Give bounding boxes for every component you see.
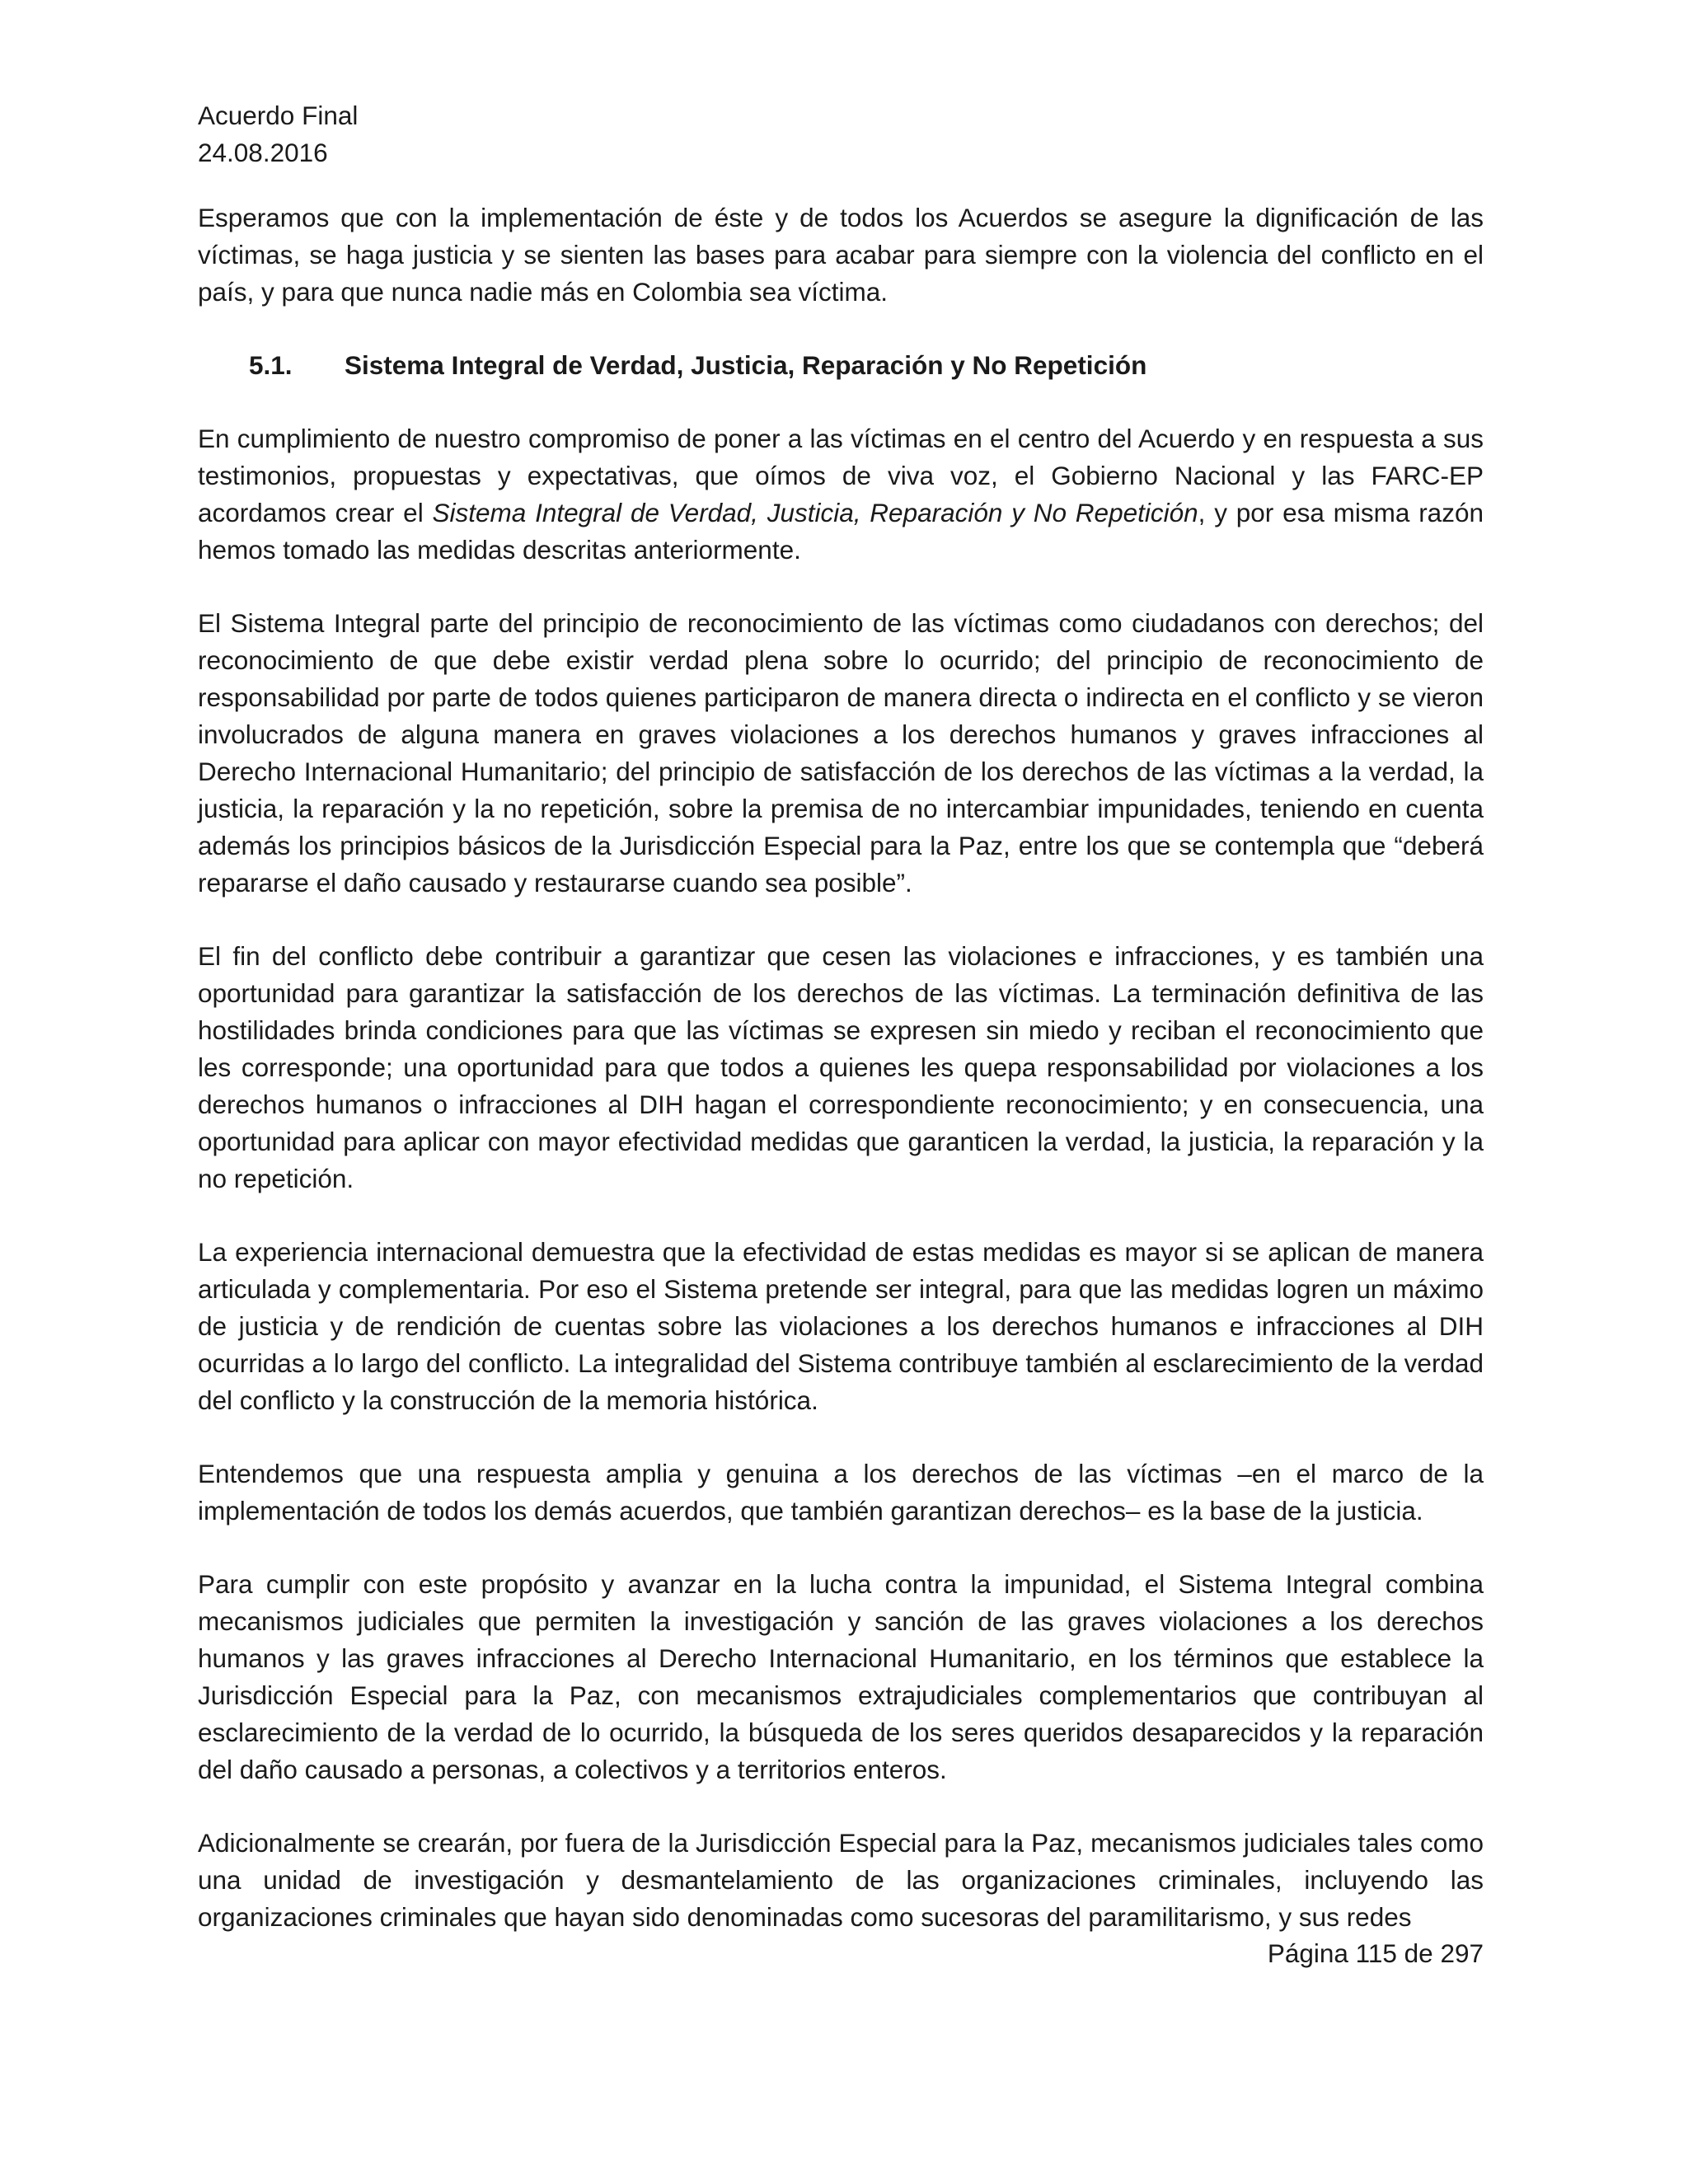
paragraph-entendemos: Entendemos que una respuesta amplia y genuina a los derechos de las víctimas –en el marco de la implementación de todos los demás acuerdos, que también garantizan derechos– es la base de la justicia. xyxy=(198,1459,1484,1526)
paragraph-compromiso-italic: Sistema Integral de Verdad, Justicia, Reparación y No Repetición xyxy=(432,498,1198,527)
section-title: Sistema Integral de Verdad, Justicia, Reparación y No Repetición xyxy=(345,350,1147,380)
document-title: Acuerdo Final xyxy=(198,101,359,130)
paragraph-adicionalmente: Adicionalmente se crearán, por fuera de la Jurisdicción Especial para la Paz, mecanismos judiciales tales como una unidad de investigación y desmantelamiento de las organizaciones criminales, incluyendo las organizaciones criminales que hayan sido denominadas como sucesoras del paramilitarismo, y sus redes xyxy=(198,1828,1484,1932)
paragraph-fin-conflicto: El fin del conflicto debe contribuir a garantizar que cesen las violaciones e infracciones, y es también una oportunidad para garantizar la satisfacción de los derechos de las víctimas. La terminación definitiva de las hostilidades brinda condiciones para que las víctimas se expresen sin miedo y reciban el reconocimiento que les corresponde; una oportunidad para que todos a quienes les quepa responsabilidad por violaciones a los derechos humanos o infracciones al DIH hagan el correspondiente reconocimiento; y en consecuencia, una oportunidad para aplicar con mayor efectividad medidas que garanticen la verdad, la justicia, la reparación y la no repetición. xyxy=(198,941,1484,1193)
section-number: 5.1. xyxy=(249,350,293,380)
document-page xyxy=(198,97,1484,1936)
paragraph-experiencia: La experiencia internacional demuestra que la efectividad de estas medidas es mayor si se aplican de manera articulada y complementaria. Por eso el Sistema pretende ser integral, para que las medidas logren un máximo de justicia y de rendición de cuentas sobre las violaciones a los derechos humanos e infracciones al DIH ocurridas a lo largo del conflicto. La integralidad del Sistema contribuye también al esclarecimiento de la verdad del conflicto y la construcción de la memoria histórica. xyxy=(198,1237,1484,1415)
paragraph-sistema-integral: El Sistema Integral parte del principio de reconocimiento de las víctimas como ciudadanos con derechos; del reconocimiento de que debe existir verdad plena sobre lo ocurrido; del principio de reconocimiento de responsabilidad por parte de todos quienes participaron de manera directa o indirecta en el conflicto y se vieron involucrados de alguna manera en graves violaciones a los derechos humanos y graves infracciones al Derecho Internacional Humanitario; del principio de satisfacción de los derechos de las víctimas a la verdad, la justicia, la reparación y la no repetición, sobre la premisa de no intercambiar impunidades, teniendo en cuenta además los principios básicos de la Jurisdicción Especial para la Paz, entre los que se contempla que “deberá repararse el daño causado y restaurarse cuando sea posible”. xyxy=(198,608,1484,898)
document-header xyxy=(198,97,1484,171)
section-heading xyxy=(198,347,1484,384)
paragraph-compromiso-text-before: En cumplimiento de nuestro compromiso de poner a las víctimas en el centro del Acuerdo y en respuesta a sus testimonios, propuestas y expectativas, que oímos de viva voz, el Gobierno Nacional y las FARC-EP acordamos crear el xyxy=(198,424,1484,527)
paragraph-compromiso xyxy=(198,420,1484,569)
page-number: Página 115 de 297 xyxy=(1267,1938,1484,1968)
document-date: 24.08.2016 xyxy=(198,138,328,167)
paragraph-proposito: Para cumplir con este propósito y avanzar en la lucha contra la impunidad, el Sistema Integral combina mecanismos judiciales que permiten la investigación y sanción de las graves violaciones a los derechos humanos y las graves infracciones al Derecho Internacional Humanitario, en los términos que establece la Jurisdicción Especial para la Paz, con mecanismos extrajudiciales complementarios que contribuyan al esclarecimiento de la verdad de lo ocurrido, la búsqueda de los seres queridos desaparecidos y la reparación del daño causado a personas, a colectivos y a territorios enteros. xyxy=(198,1569,1484,1784)
paragraph-intro: Esperamos que con la implementación de éste y de todos los Acuerdos se asegure la dignificación de las víctimas, se haga justicia y se sienten las bases para acabar para siempre con la violencia del conflicto en el país, y para que nunca nadie más en Colombia sea víctima. xyxy=(198,203,1484,307)
paragraph-compromiso-text-after: , y por esa misma razón hemos tomado las medidas descritas anteriormente. xyxy=(198,498,1484,565)
